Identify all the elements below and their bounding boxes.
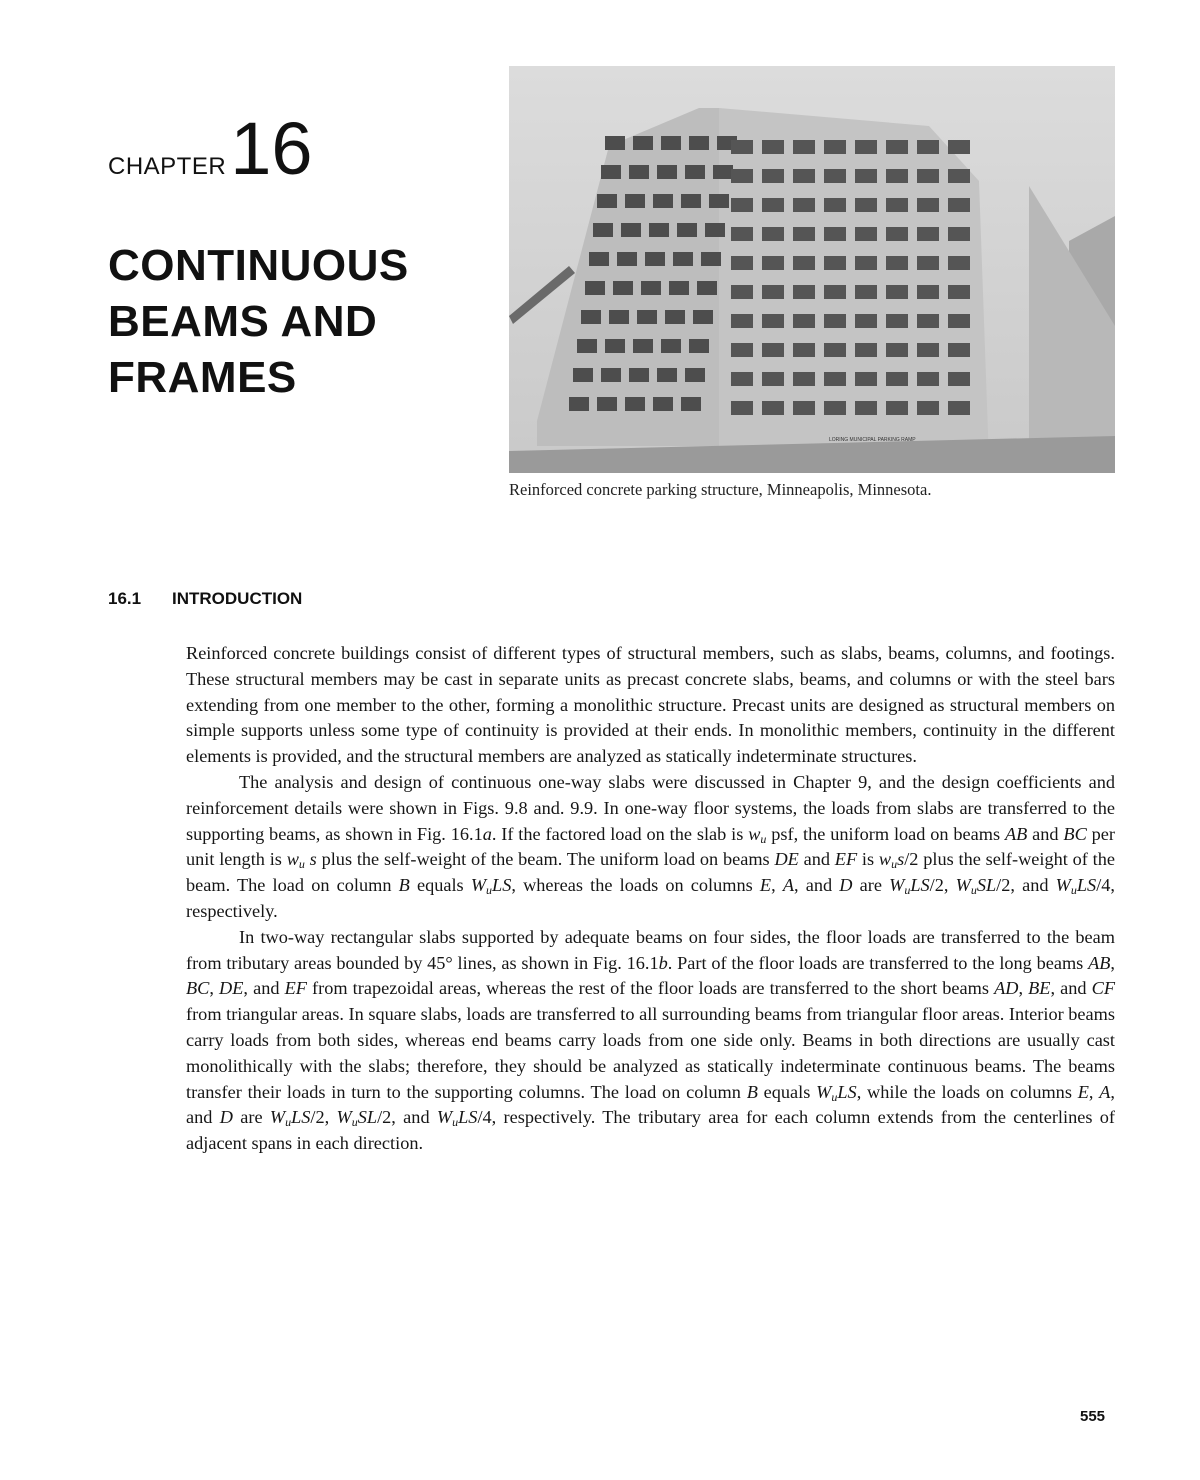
window (669, 281, 689, 295)
window (824, 372, 846, 386)
window (713, 165, 733, 179)
window (601, 368, 621, 382)
window (824, 314, 846, 328)
window (581, 310, 601, 324)
window (948, 256, 970, 270)
paragraph: Reinforced concrete buildings consist of different types of structural members, such as slabs, beams, columns, and footings. These structural members may be cast in separate units as precast concrete slabs, beams, and columns or with the steel bars extending from one member to the other, forming a monolithic structure. Precast units are designed as structural members on simple supports unless some type of continuity is provided at their ends. In monolithic members, continuity in the different elements is provided, and the structural members are analyzed as statically indeterminate structures. (186, 643, 1115, 767)
window (597, 194, 617, 208)
window (731, 227, 753, 241)
window (762, 198, 784, 212)
window (886, 285, 908, 299)
window (855, 285, 877, 299)
window (731, 314, 753, 328)
chapter-title-line: FRAMES (108, 353, 297, 402)
window (685, 368, 705, 382)
window (886, 140, 908, 154)
window (886, 343, 908, 357)
window (653, 397, 673, 411)
window (629, 165, 649, 179)
window (824, 198, 846, 212)
window (697, 281, 717, 295)
window (641, 281, 661, 295)
window (855, 343, 877, 357)
window (886, 198, 908, 212)
window (661, 136, 681, 150)
window (917, 372, 939, 386)
window (705, 223, 725, 237)
window (793, 227, 815, 241)
window (855, 227, 877, 241)
window (793, 140, 815, 154)
window (762, 227, 784, 241)
window (677, 223, 697, 237)
window (701, 252, 721, 266)
body-text (186, 641, 1115, 1157)
paragraph: The analysis and design of continuous one-way slabs were discussed in Chapter 9, and the design coefficients and reinforcement details were shown in Figs. 9.8 and. 9.9. In one-way floor systems, the loads from slabs are transferred to the supporting beams, as shown in Fig. 16.1a. If the factored load on the slab is $w_u$ psf, the uniform load on beams AB and BC per unit length is $w_u$ s plus the self-weight of the beam. The uniform load on beams DE and EF is $w_us/2$ plus the self-weight of the beam. The load on column B equals $W_uLS$, whereas the loads on columns E, A, and D are $W_uLS/2$, $W_uSL/2$, and $W_uLS/4$, respectively. (186, 771, 1115, 921)
window (886, 314, 908, 328)
window (855, 372, 877, 386)
section-title: INTRODUCTION (172, 589, 303, 608)
window (569, 397, 589, 411)
window (613, 281, 633, 295)
window (948, 285, 970, 299)
chapter-number: 16 (230, 107, 313, 190)
window (731, 372, 753, 386)
window (731, 198, 753, 212)
window (681, 397, 701, 411)
window (917, 140, 939, 154)
window (917, 227, 939, 241)
window (609, 310, 629, 324)
window (762, 140, 784, 154)
chapter-title (108, 238, 409, 406)
window (593, 223, 613, 237)
window (886, 401, 908, 415)
window (824, 169, 846, 183)
section-heading (108, 589, 302, 609)
window (617, 252, 637, 266)
window (886, 169, 908, 183)
window (948, 169, 970, 183)
window (657, 368, 677, 382)
window (673, 252, 693, 266)
window (605, 136, 625, 150)
window (625, 397, 645, 411)
window (824, 343, 846, 357)
window (793, 372, 815, 386)
window (948, 314, 970, 328)
window (573, 368, 593, 382)
window (886, 256, 908, 270)
window (948, 372, 970, 386)
window (685, 165, 705, 179)
window (661, 339, 681, 353)
window (649, 223, 669, 237)
window (653, 194, 673, 208)
window (762, 285, 784, 299)
window (762, 314, 784, 328)
window (793, 169, 815, 183)
window (731, 140, 753, 154)
window (886, 227, 908, 241)
chapter-word: CHAPTER (108, 153, 227, 180)
window (948, 140, 970, 154)
window (855, 198, 877, 212)
window (689, 136, 709, 150)
window (917, 256, 939, 270)
window (793, 401, 815, 415)
window (824, 256, 846, 270)
section-number: 16.1 (108, 589, 142, 608)
window (645, 252, 665, 266)
window (824, 401, 846, 415)
window (917, 343, 939, 357)
window (605, 339, 625, 353)
window (948, 227, 970, 241)
window (917, 198, 939, 212)
window (633, 136, 653, 150)
window (855, 169, 877, 183)
window (693, 310, 713, 324)
window (637, 310, 657, 324)
window (917, 285, 939, 299)
window (793, 198, 815, 212)
window (731, 285, 753, 299)
window (762, 372, 784, 386)
chapter-title-line: BEAMS AND (108, 297, 378, 346)
window (709, 194, 729, 208)
window (625, 194, 645, 208)
parking-structure-photo (509, 66, 1115, 473)
window (824, 140, 846, 154)
window (597, 397, 617, 411)
page-number: 555 (1080, 1408, 1106, 1425)
window (731, 169, 753, 183)
window (917, 169, 939, 183)
window (585, 281, 605, 295)
window (633, 339, 653, 353)
window (855, 401, 877, 415)
window (917, 314, 939, 328)
window (948, 401, 970, 415)
figure-caption: Reinforced concrete parking structure, Minneapolis, Minnesota. (509, 480, 932, 499)
window (762, 256, 784, 270)
building-sign: LORING MUNICIPAL PARKING RAMP (829, 437, 916, 443)
window (731, 343, 753, 357)
window (621, 223, 641, 237)
chapter-label (108, 107, 313, 190)
window (731, 401, 753, 415)
chapter-title-line: CONTINUOUS (108, 241, 409, 290)
window (886, 372, 908, 386)
window (762, 169, 784, 183)
window (657, 165, 677, 179)
window (855, 314, 877, 328)
window (793, 314, 815, 328)
window (629, 368, 649, 382)
window (589, 252, 609, 266)
window (948, 198, 970, 212)
window (917, 401, 939, 415)
window (824, 227, 846, 241)
window (681, 194, 701, 208)
window (577, 339, 597, 353)
window (762, 343, 784, 357)
window (855, 140, 877, 154)
window (665, 310, 685, 324)
window (824, 285, 846, 299)
window (948, 343, 970, 357)
window (731, 256, 753, 270)
paragraph: In two-way rectangular slabs supported by adequate beams on four sides, the floor loads are transferred to the beam from tributary areas bounded by 45° lines, as shown in Fig. 16.1b. Part of the floor loads are transferred to the long beams AB, BC, DE, and EF from trapezoidal areas, whereas the rest of the floor loads are transferred to the short beams AD, BE, and CF from triangular areas. In square slabs, loads are transferred to all surrounding beams from triangular floor areas. Interior beams carry loads from both sides, whereas end beams carry loads from one side only. Beams in both directions are usually cast monolithically with the slabs; therefore, they should be analyzed as statically indeterminate continuous beams. The beams transfer their loads in turn to the supporting columns. The load on column B equals $W_uLS$, while the loads on columns E, A, and D are $W_uLS/2$, $W_uSL/2$, and $W_uLS/4$, respectively. The tributary area for each column extends from the centerlines of adjacent spans in each direction. (186, 926, 1116, 1154)
window (689, 339, 709, 353)
window (793, 343, 815, 357)
window (601, 165, 621, 179)
window (793, 256, 815, 270)
window (855, 256, 877, 270)
window (762, 401, 784, 415)
window (793, 285, 815, 299)
